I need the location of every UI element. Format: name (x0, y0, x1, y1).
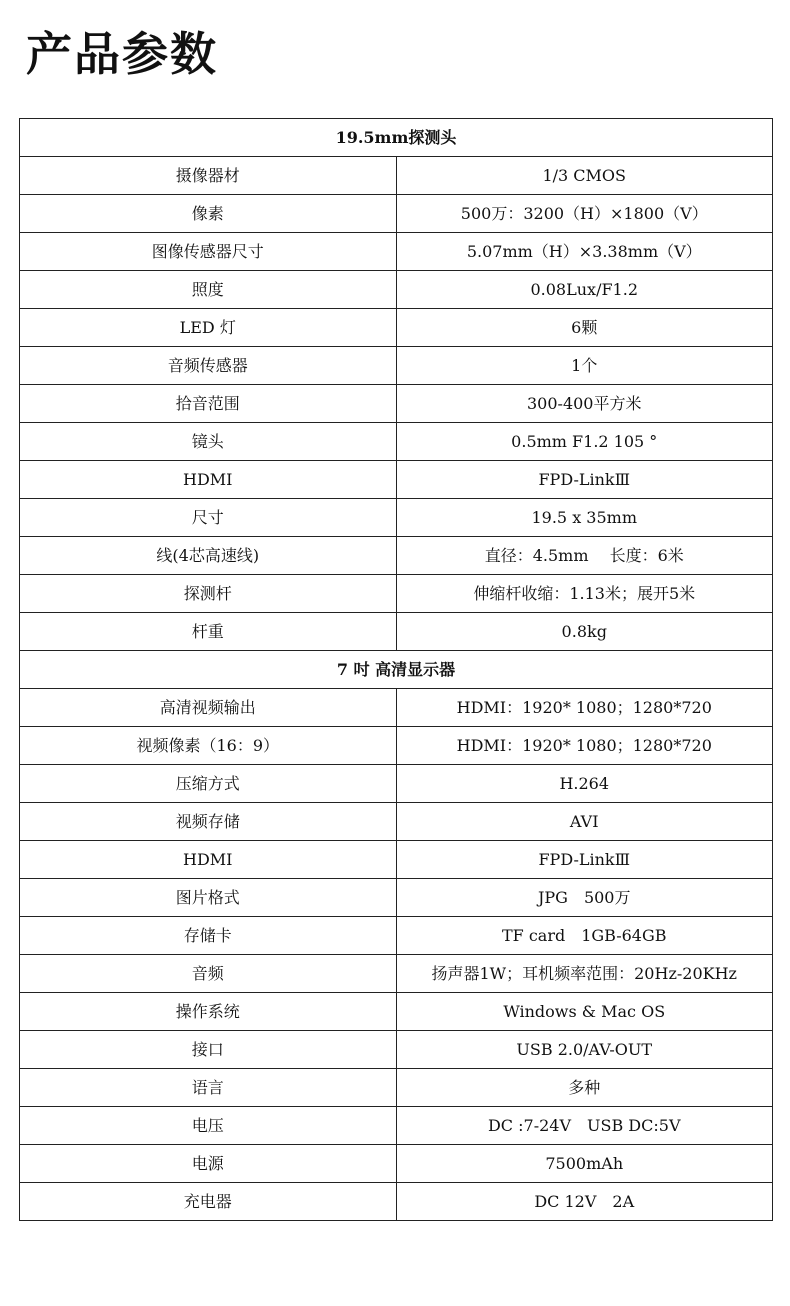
row-label: HDMI (20, 461, 397, 499)
row-value: 伸缩杆收缩：1.13米；展开5米 (396, 575, 773, 613)
table-row (20, 613, 773, 651)
row-label: 视频像素（16：9） (20, 727, 397, 765)
row-label: 拾音范围 (20, 385, 397, 423)
row-value: FPD-LinkⅢ (396, 841, 773, 879)
row-label: 图像传感器尺寸 (20, 233, 397, 271)
table-row (20, 309, 773, 347)
row-label: 杆重 (20, 613, 397, 651)
row-value: 19.5 x 35mm (396, 499, 773, 537)
section-header-display: 7 吋 高清显示器 (20, 651, 773, 689)
row-value: H.264 (396, 765, 773, 803)
row-value: DC 12V 2A (396, 1183, 773, 1221)
row-value: 1/3 CMOS (396, 157, 773, 195)
table-row (20, 841, 773, 879)
row-label: 镜头 (20, 423, 397, 461)
table-row (20, 727, 773, 765)
table-row (20, 689, 773, 727)
row-value: USB 2.0/AV-OUT (396, 1031, 773, 1069)
row-value: JPG 500万 (396, 879, 773, 917)
table-row (20, 879, 773, 917)
row-label: 像素 (20, 195, 397, 233)
table-row (20, 917, 773, 955)
table-row (20, 1145, 773, 1183)
row-label: 电源 (20, 1145, 397, 1183)
row-label: LED 灯 (20, 309, 397, 347)
table-row (20, 1069, 773, 1107)
row-value: 1个 (396, 347, 773, 385)
row-value: 0.08Lux/F1.2 (396, 271, 773, 309)
table-row (20, 1183, 773, 1221)
row-value: 6颗 (396, 309, 773, 347)
section-header-probe: 19.5mm探测头 (20, 119, 773, 157)
row-label: 尺寸 (20, 499, 397, 537)
section-probe (20, 119, 773, 651)
row-label: 充电器 (20, 1183, 397, 1221)
page-title: 产品参数 (26, 27, 218, 81)
table-row (20, 233, 773, 271)
table-row (20, 271, 773, 309)
row-label: 音频传感器 (20, 347, 397, 385)
row-label: 高清视频输出 (20, 689, 397, 727)
row-value: Windows & Mac OS (396, 993, 773, 1031)
row-value: 300-400平方米 (396, 385, 773, 423)
section-display (20, 651, 773, 1221)
row-label: 电压 (20, 1107, 397, 1145)
row-label: 探测杆 (20, 575, 397, 613)
table-row (20, 993, 773, 1031)
row-label: 照度 (20, 271, 397, 309)
row-value: 扬声器1W；耳机频率范围：20Hz-20KHz (396, 955, 773, 993)
table-row (20, 955, 773, 993)
table-row (20, 803, 773, 841)
row-value: HDMI：1920* 1080；1280*720 (396, 727, 773, 765)
table-row (20, 195, 773, 233)
row-label: 线(4芯高速线) (20, 537, 397, 575)
table-row (20, 765, 773, 803)
row-label: 语言 (20, 1069, 397, 1107)
row-label: HDMI (20, 841, 397, 879)
row-value: 0.8kg (396, 613, 773, 651)
table-row (20, 157, 773, 195)
row-value: 5.07mm（H）×3.38mm（V） (396, 233, 773, 271)
row-label: 音频 (20, 955, 397, 993)
row-label: 图片格式 (20, 879, 397, 917)
row-label: 操作系统 (20, 993, 397, 1031)
section-header-row (20, 119, 773, 157)
table-row (20, 575, 773, 613)
table-row (20, 499, 773, 537)
table-row (20, 537, 773, 575)
table-row (20, 461, 773, 499)
row-value: HDMI：1920* 1080；1280*720 (396, 689, 773, 727)
table-row (20, 423, 773, 461)
row-label: 视频存储 (20, 803, 397, 841)
row-label: 摄像器材 (20, 157, 397, 195)
row-label: 压缩方式 (20, 765, 397, 803)
section-header-row (20, 651, 773, 689)
row-value: FPD-LinkⅢ (396, 461, 773, 499)
table-row (20, 347, 773, 385)
table-row (20, 1107, 773, 1145)
row-label: 接口 (20, 1031, 397, 1069)
row-value: 7500mAh (396, 1145, 773, 1183)
table-row (20, 1031, 773, 1069)
row-value: DC :7-24V USB DC:5V (396, 1107, 773, 1145)
row-value: 多种 (396, 1069, 773, 1107)
row-value: 0.5mm F1.2 105 ° (396, 423, 773, 461)
spec-table (19, 118, 773, 1221)
row-label: 存储卡 (20, 917, 397, 955)
table-row (20, 385, 773, 423)
row-value: 直径：4.5mm 长度：6米 (396, 537, 773, 575)
row-value: 500万：3200（H）×1800（V） (396, 195, 773, 233)
row-value: TF card 1GB-64GB (396, 917, 773, 955)
row-value: AVI (396, 803, 773, 841)
